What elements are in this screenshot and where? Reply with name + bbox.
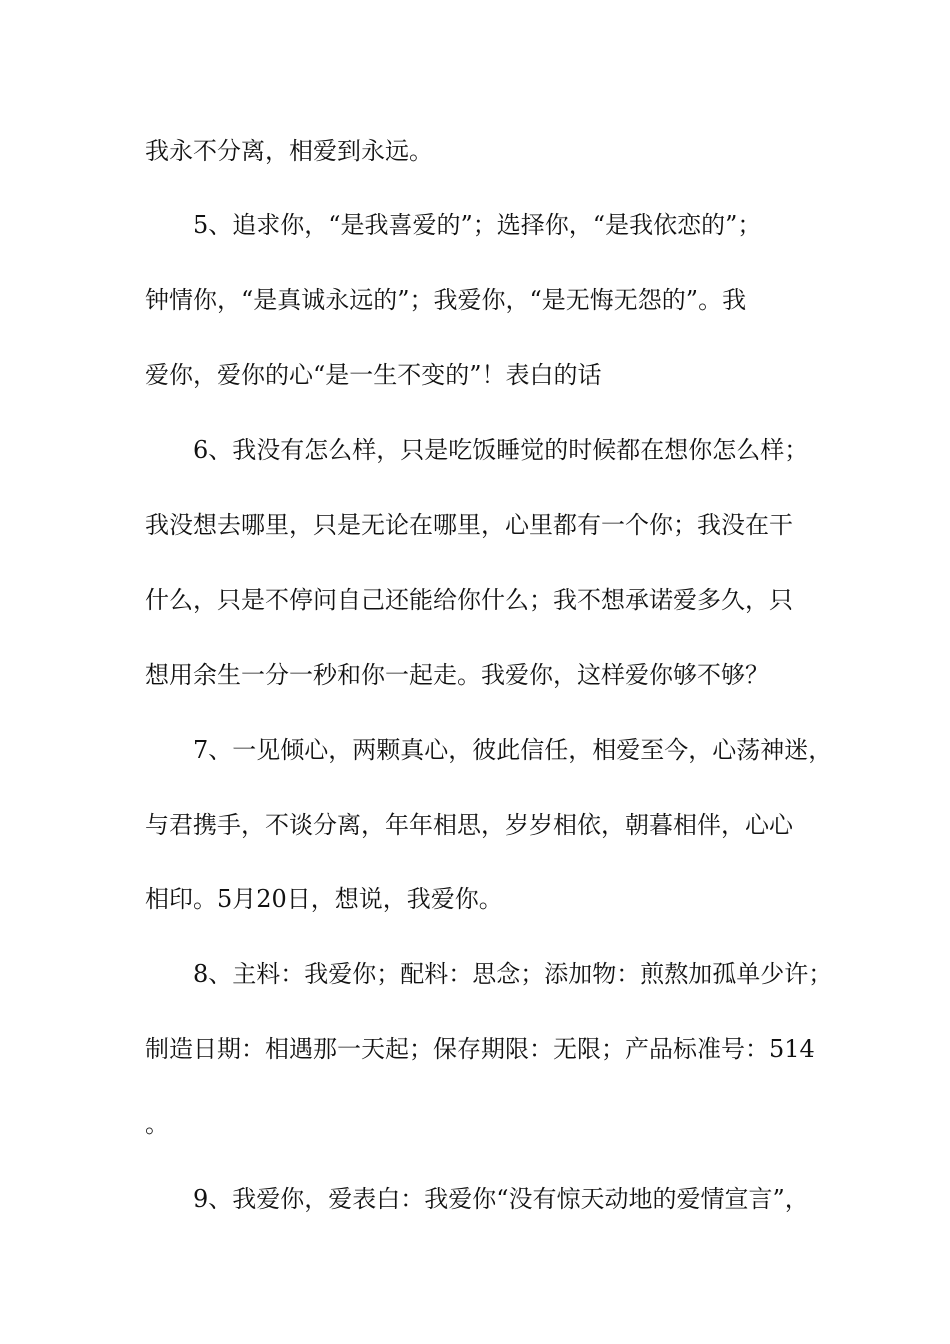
text-line: 我没想去哪里，只是无论在哪里，心里都有一个你；我没在干 xyxy=(145,511,793,539)
text-line: 爱你，爱你的心“是一生不变的”！表白的话 xyxy=(145,361,602,389)
text-line: 相印。5月20日，想说，我爱你。 xyxy=(145,885,503,913)
text-line: 什么，只是不停问自己还能给你什么；我不想承诺爱多久，只 xyxy=(145,586,793,614)
text-line: 。 xyxy=(145,1110,169,1138)
text-line: 6、我没有怎么样，只是吃饭睡觉的时候都在想你怎么样； xyxy=(145,436,809,464)
text-line: 想用余生一分一秒和你一起走。我爱你，这样爱你够不够？ xyxy=(145,661,769,689)
text-line: 我永不分离，相爱到永远。 xyxy=(145,137,433,165)
text-line: 7、一见倾心，两颗真心，彼此信任，相爱至今，心荡神迷， xyxy=(145,736,833,764)
text-line: 5、追求你，“是我喜爱的”；选择你，“是我依恋的”； xyxy=(145,211,762,239)
text-line: 制造日期：相遇那一天起；保存期限：无限；产品标准号：514 xyxy=(145,1035,815,1063)
text-line: 9、我爱你，爱表白：我爱你“没有惊天动地的爱情宣言”， xyxy=(145,1185,809,1213)
text-line: 8、主料：我爱你；配料：思念；添加物：煎熬加孤单少许； xyxy=(145,960,833,988)
text-line: 钟情你，“是真诚永远的”；我爱你，“是无悔无怨的”。我 xyxy=(145,286,747,314)
text-line: 与君携手，不谈分离，年年相思，岁岁相依，朝暮相伴，心心 xyxy=(145,811,793,839)
